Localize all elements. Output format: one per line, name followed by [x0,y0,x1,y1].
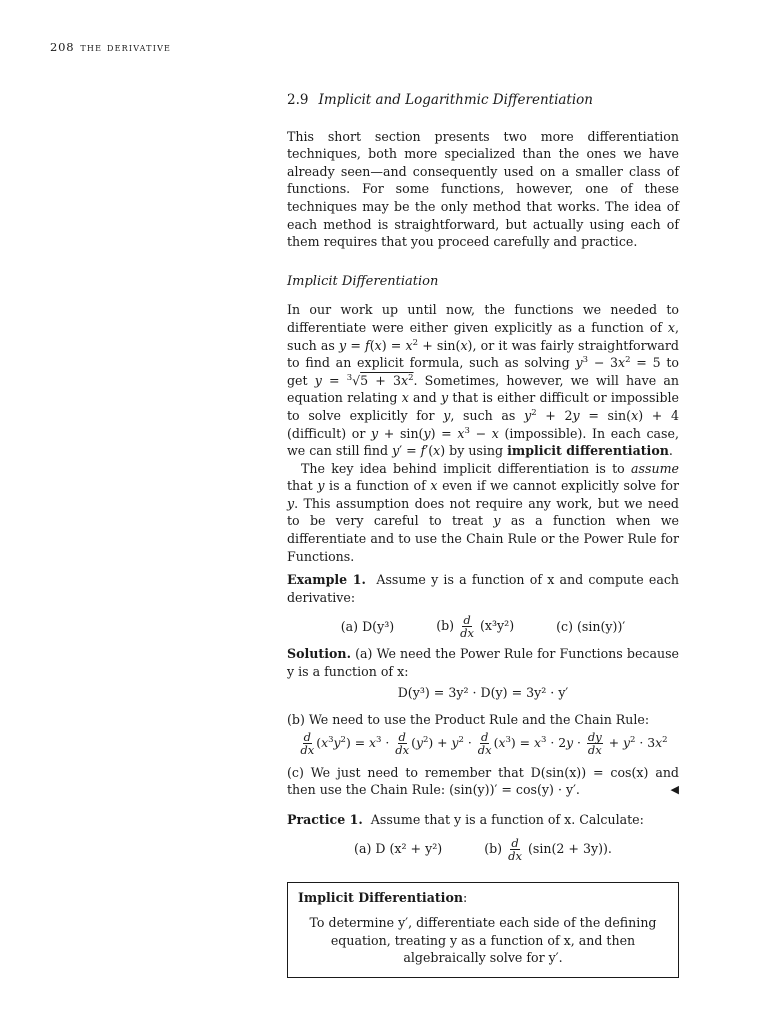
example-item-b [436,614,514,639]
practice-prompt: Assume that y is a function of x. Calculate: [370,812,644,827]
practice-1 [287,811,679,829]
example-1 [287,571,679,606]
example-item-c: (c) (sin(y))′ [556,619,626,635]
solution-a-text: (a) We need the Power Rule for Functions because y is a function of x: [287,646,679,680]
d-dx-fraction: $\frac{d}{dx}$ [508,835,522,863]
definition-box-body: To determine y′, differentiate each side of the defining equation, treating y as a function of x, and then algebraically solve for y′. [309,915,657,966]
subsection-title: Implicit Differentiation [287,273,439,289]
definition-box-title-text: Implicit Differentiation [298,889,464,905]
practice-label: Practice 1. [287,812,363,827]
example-prompt: Assume y is a function of x and compute each derivative: [287,572,679,605]
solution-b-equation: $\frac{d}{dx}$ $(x^3y^2) = x^3$ · $\frac{d}{dx}$ $(y^2) + y^2$ · $\frac{d}{dx}$ $(x^3) = x^3 \cdot 2y$ · $\frac{dy}{dx}$ + $y^2 \cdot 3x^2$ [300,729,668,757]
implicit-paragraph-2: The key idea behind implicit differentiation is to assume that y is a function of x even if we cannot explicitly solve for y. This assumption does not require any work, but we need to be very careful to treat y as a function when we differentiate and to use the Chain Rule or the Power Rule for Functions. [287,460,679,564]
solution-a-equation: D(y³) = 3y² · D(y) = 3y² · y′ [397,684,569,700]
practice-item-b-expression: (sin(2 + 3y)). [527,840,612,856]
solution-label: Solution. [287,646,351,662]
section-title: Implicit and Logarithmic Differentiation [318,92,593,108]
practice-item-b [484,837,612,862]
example-item-b-expression: (x³y²) [479,618,515,634]
solution-c-text: (c) We just need to remember that D(sin(x)) = cos(x) and then use the Chain Rule: (sin(y))′ = cos(y) · y′. [287,764,679,798]
end-of-solution-icon: ◀ [670,783,679,797]
implicit-paragraph-1: In our work up until now, the functions we needed to differentiate were either given explicitly as a function of x, such as $y = f(x) = x^2 + \sin(x)$, or it was fairly straightforward to find an explicit formula, such as solving $y^3 - 3x^2 = 5$ to get $y = ^3√5 + 3x^2$. Sometimes, however, we will have an equation relating x and y that is either difficult or impossible to solve explicitly for y, such as $y^2 + 2y = \sin(x) + 4$ (difficult) or $y + \sin(y) = x^3 - x$ (impossible). In each case, we can still find y′ = f′(x) by using implicit differentiation. [287,302,680,459]
intro-paragraph: This short section presents two more differentiation techniques, both more specialized than the ones we have already seen—and consequently used on a smaller class of functions. For some functions, however, one of these techniques may be the only method that works. The idea of each method is straightforward, but actually using each of them requires that you proceed carefully and practice. [287,128,679,250]
example-item-b-label: (b) [436,618,455,634]
example-label: Example 1. [287,572,366,588]
solution-a [287,645,679,680]
running-head [50,40,171,54]
section-heading [287,92,679,110]
section-number: 2.9 [287,92,309,108]
example-items [287,614,679,639]
practice-item-b-label: (b) [484,840,503,856]
solution-c [287,764,679,799]
practice-items [287,837,679,862]
running-head-title: the derivative [80,40,172,54]
d-dx-fraction: $\frac{d}{dx}$ [460,613,474,641]
practice-item-a: (a) D (x² + y²) [354,841,443,857]
solution-b-text: (b) We need to use the Product Rule and the Chain Rule: [287,712,650,728]
definition-box [287,882,679,978]
example-item-a: (a) D(y³) [340,619,395,635]
main-content [287,92,679,978]
page-number: 208 [50,40,75,54]
definition-box-title: Implicit Differentiation: [298,889,468,905]
